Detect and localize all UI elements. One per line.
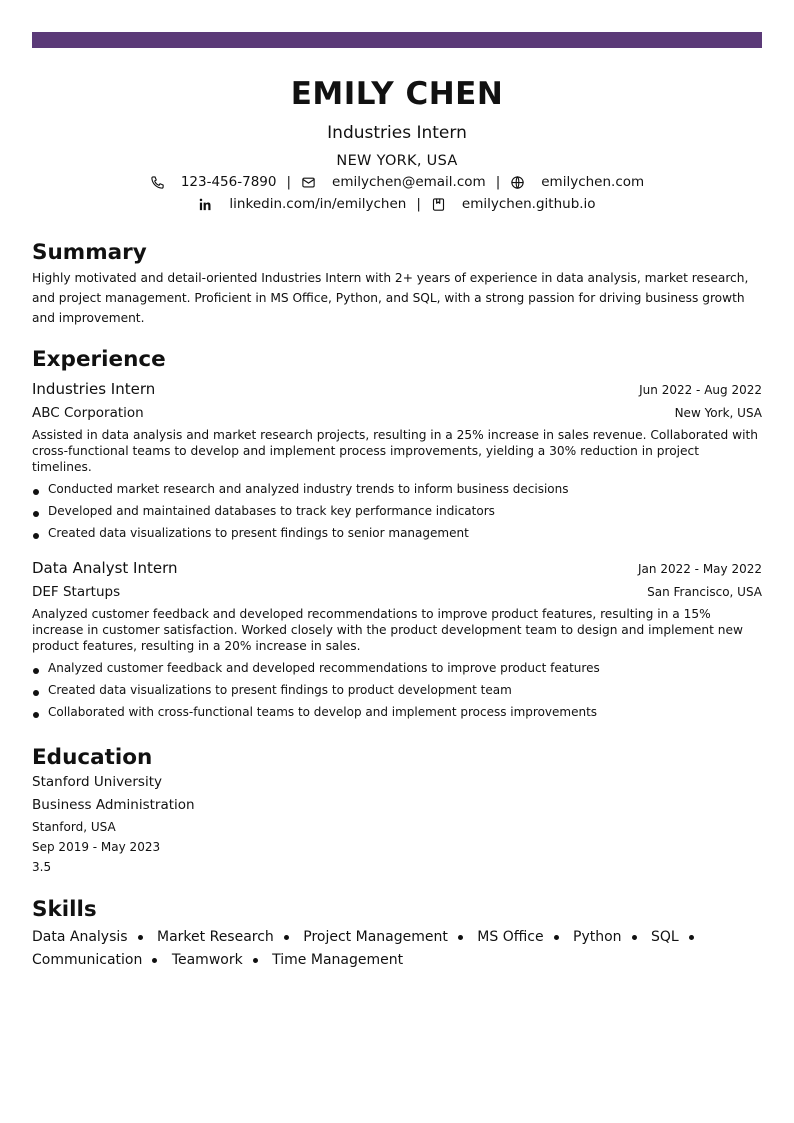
list-item: [32, 679, 762, 701]
job-bullets: [32, 657, 762, 723]
skill-item: Data Analysis: [32, 929, 128, 945]
website-contact: [510, 173, 644, 192]
skill-separator: [253, 958, 258, 963]
skill-item: Time Management: [272, 952, 404, 968]
phone-icon: [150, 175, 165, 190]
education-section: [32, 745, 762, 877]
bullet-dot: [33, 668, 39, 674]
education-heading: Education: [32, 745, 153, 770]
candidate-location: NEW YORK, USA: [336, 153, 458, 169]
resume-header: [32, 76, 762, 214]
education-school: Stanford University: [32, 774, 162, 790]
bullet-text: Collaborated with cross-functional teams to develop and implement process improvements: [48, 705, 598, 719]
job-dates: Jan 2022 - May 2022: [638, 562, 762, 576]
job-description: Analyzed customer feedback and developed recommendations to improve product features, resulting in a 15% increase in customer satisfaction. Worked closely with the product development team to design and implement new product features, resulting in a 20% increase in sales.: [32, 607, 743, 653]
skills-list: [32, 926, 762, 972]
contact-row-2: [32, 195, 762, 214]
email-address[interactable]: emilychen@email.com: [332, 174, 486, 190]
skill-separator: [284, 935, 289, 940]
contact-separator: |: [416, 196, 421, 212]
linkedin-contact: [198, 195, 406, 214]
skill-separator: [689, 935, 694, 940]
list-item: [32, 657, 762, 679]
education-degree: Business Administration: [32, 797, 195, 813]
job-company-row: [32, 403, 762, 423]
linkedin-icon: [198, 197, 213, 212]
skill-separator: [554, 935, 559, 940]
skill-item: SQL: [651, 929, 679, 945]
candidate-role: Industries Intern: [327, 123, 467, 143]
job-company-row: [32, 582, 762, 602]
list-item: [32, 522, 762, 544]
bullet-dot: [33, 690, 39, 696]
bullet-text: Analyzed customer feedback and developed recommendations to improve product features: [48, 661, 600, 675]
summary-heading: Summary: [32, 240, 147, 265]
job-dates: Jun 2022 - Aug 2022: [639, 383, 762, 397]
bookmark-icon: [431, 197, 446, 212]
skill-item: Market Research: [157, 929, 274, 945]
job-bullets: [32, 478, 762, 544]
phone-contact: [150, 173, 277, 192]
contact-separator: |: [495, 174, 501, 190]
bullet-text: Conducted market research and analyzed industry trends to inform business decisions: [48, 482, 569, 496]
bullet-dot: [33, 712, 39, 718]
experience-heading: Experience: [32, 347, 166, 372]
education-gpa: 3.5: [32, 860, 52, 874]
list-item: [32, 478, 762, 500]
bullet-text: Created data visualizations to present findings to senior management: [48, 526, 469, 540]
list-item: [32, 500, 762, 522]
contact-row-1: [32, 173, 762, 192]
job-location: New York, USA: [674, 406, 762, 420]
email-contact: [301, 173, 486, 192]
job-title-row: [32, 558, 762, 578]
website-link[interactable]: emilychen.com: [541, 174, 645, 190]
skill-separator: [152, 958, 157, 963]
github-link[interactable]: emilychen.github.io: [461, 196, 596, 212]
skills-section: [32, 897, 762, 972]
education-location: Stanford, USA: [32, 820, 116, 834]
candidate-name: EMILY CHEN: [290, 76, 504, 112]
summary-text: Highly motivated and detail-oriented Industries Intern with 2+ years of experience in data analysis, market research, and project management. Proficient in MS Office, Python, and SQL, with a strong passion for driving business growth and improvement.: [32, 271, 749, 325]
skills-heading: Skills: [32, 897, 97, 922]
bullet-dot: [33, 511, 39, 517]
skill-separator: [138, 935, 143, 940]
email-icon: [301, 175, 316, 190]
job-location: San Francisco, USA: [647, 585, 762, 599]
skill-separator: [632, 935, 637, 940]
skill-item: Teamwork: [171, 952, 243, 968]
job-company: DEF Startups: [32, 584, 121, 600]
job-company: ABC Corporation: [32, 405, 144, 421]
skill-item: Project Management: [303, 929, 448, 945]
summary-section: [32, 240, 762, 328]
resume-page: [32, 32, 762, 972]
job-title: Data Analyst Intern: [32, 559, 178, 577]
skill-item: Python: [573, 929, 622, 945]
education-dates: Sep 2019 - May 2023: [32, 840, 161, 854]
github-contact: [431, 195, 596, 214]
linkedin-link[interactable]: linkedin.com/in/emilychen: [229, 196, 407, 212]
job-description: Assisted in data analysis and market research projects, resulting in a 25% increase in sales revenue. Collaborated with cross-functional teams to develop and implement process improvements, yielding a 30% reduction in project timelines.: [32, 428, 759, 474]
bullet-text: Developed and maintained databases to track key performance indicators: [48, 504, 495, 518]
bullet-text: Created data visualizations to present findings to product development team: [48, 683, 512, 697]
job-entry: [32, 379, 762, 544]
globe-icon: [510, 175, 525, 190]
skill-item: Communication: [32, 952, 143, 968]
job-title-row: [32, 379, 762, 399]
contact-separator: |: [286, 174, 292, 190]
skill-item: MS Office: [477, 929, 544, 945]
list-item: [32, 701, 762, 723]
job-title: Industries Intern: [32, 380, 156, 398]
accent-bar: [32, 32, 762, 48]
bullet-dot: [33, 489, 39, 495]
bullet-dot: [33, 533, 39, 539]
experience-section: [32, 347, 762, 723]
job-entry: [32, 558, 762, 723]
skill-separator: [458, 935, 463, 940]
phone-number[interactable]: 123-456-7890: [180, 174, 277, 190]
